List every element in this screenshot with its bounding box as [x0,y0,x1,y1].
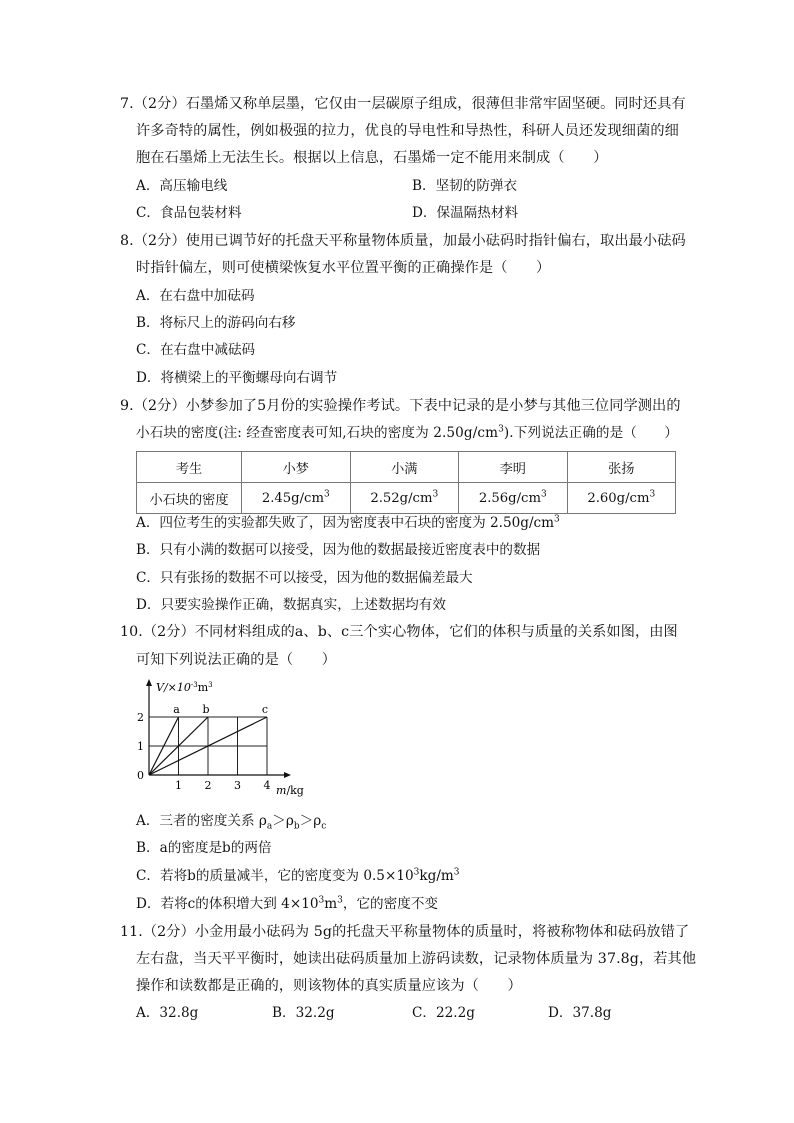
q10-line-1: 10.（2分）不同材料组成的a、b、c三个实心物体，它们的体积与质量的关系如图，由图 [120,624,678,640]
q10-option-b: B．a的密度是b的两倍 [136,840,272,856]
table-cell: $2.56g/cm^3$ [459,483,568,514]
q9-option-b: B．只有小满的数据可以接受，因为他的数据最接近密度表中的数据 [136,542,541,558]
q11-option-d: D．37.8g [548,1005,612,1021]
chart-x-tick-label: 3 [234,779,241,792]
q11-line-3: 操作和读数都是正确的，则该物体的真实质量应该为（ ） [136,978,522,994]
chart-x-axis-label: m/kg [276,784,304,797]
chart-series-label-c: c [261,703,269,716]
table-header-row [137,452,676,483]
density-table [136,451,676,514]
q11-line-2: 左右盘，当天平平衡时，她读出砝码质量加上游码读数，记录物体质量为 37.8g，若其他 [136,951,697,967]
q11-option-a: A．32.8g [136,1005,199,1021]
chart-tick-labels [137,711,271,792]
q8-option-c: C．在右盘中减砝码 [136,342,256,358]
q8-option-a: A．在右盘中加砝码 [136,288,255,304]
q7-option-a: A．高压输电线 [136,178,228,194]
chart-series-label-b: b [202,703,210,716]
chart-series-label-a: a [173,703,180,716]
q8-option-d: D．将横梁上的平衡螺母向右调节 [136,370,338,386]
q10-option-c: C．若将b的质量减半，它的密度变为 $0.5\times 10^3kg/m^3$ [136,867,460,884]
chart-x-tick-label: 1 [175,779,182,792]
q10-option-a: A．三者的密度关系 $\rho_a>\rho_b>\rho_c$ [136,813,327,832]
q7-option-c: C．食品包装材料 [136,205,242,221]
q8-option-b: B．将标尺上的游码向右移 [136,315,296,331]
q9-line-1: 9.（2分）小梦参加了5月份的实验操作考试。下表中记录的是小梦与其他三位同学测出的 [120,398,681,414]
table-row [137,483,676,514]
table-header-cell: 小梦 [242,452,351,483]
chart-origin-label: 0 [137,769,144,782]
q7-line-1: 7.（2分）石墨烯又称单层墨，它仅由一层碳原子组成，很薄但非常牢固坚硬。同时还具有 [120,96,686,112]
chart-y-axis-arrow [146,679,152,686]
table-cell: $2.60g/cm^3$ [567,483,676,514]
q10-line-2: 可知下列说法正确的是（ ） [136,652,337,668]
chart-series-lines [149,703,268,775]
q8-line-2: 时指针偏左，则可使横梁恢复水平位置平衡的正确操作是（ ） [136,260,551,276]
q9-option-a: A．四位考生的实验都失败了，因为密度表中石块的密度为 $2.50g/cm^3$ [136,514,560,531]
q11-line-1: 11.（2分）小金用最小砝码为 5g的托盘天平称量物体的质量时，将被称物体和砝码放错了 [120,924,690,940]
q7-option-d: D．保温隔热材料 [412,205,519,221]
table-header-cell: 考生 [137,452,242,483]
chart-x-axis-arrow [284,772,291,778]
table-cell: $2.45g/cm^3$ [242,483,351,514]
table-row-label: 小石块的密度 [137,483,242,514]
chart-y-axis-label: $V/\times 10^{-3}m^3$ [156,681,213,694]
table-header-cell: 张扬 [567,452,676,483]
chart-y-tick-label: 1 [137,740,144,753]
chart-x-tick-label: 4 [263,779,271,792]
q9-option-d: D．只要实验操作正确，数据真实，上述数据均有效 [136,597,446,613]
q7-line-2: 许多奇特的属性，例如极强的拉力，优良的导电性和导热性，科研人员还发现细菌的细 [136,123,679,139]
chart-x-tick-label: 2 [204,779,212,792]
q9-option-c: C．只有张扬的数据不可以接受，因为他的数据偏差最大 [136,570,473,586]
q10-option-d: D．若将c的体积增大到 $4\times 10^3m^3$，它的密度不变 [136,895,439,912]
q11-option-c: C．22.2g [412,1005,475,1021]
volume-mass-chart [130,676,330,806]
q7-line-3: 胞在石墨烯上无法生长。根据以上信息，石墨烯一定不能用来制成（ ） [136,150,608,166]
q7-option-b: B．坚韧的防弹衣 [412,178,518,194]
q9-line-2: 小石块的密度(注: 经查密度表可知,石块的密度为 $2.50g/cm^3$).下列说法正确的是（ ） [136,424,679,441]
table-header-cell: 李明 [459,452,568,483]
q8-line-1: 8.（2分）使用已调节好的托盘天平称量物体质量，加最小砝码时指针偏右，取出最小砝码 [120,233,686,249]
q11-option-b: B．32.2g [272,1005,335,1021]
table-header-cell: 小满 [350,452,459,483]
table-cell: $2.52g/cm^3$ [350,483,459,514]
chart-y-tick-label: 2 [137,711,144,724]
